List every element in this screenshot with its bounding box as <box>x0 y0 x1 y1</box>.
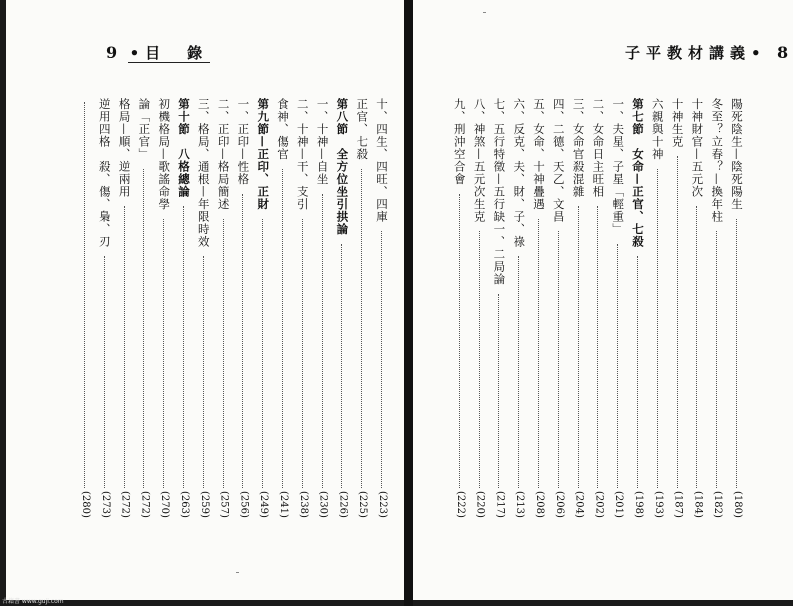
toc-entry-title: 初機格局—歌謠命學 <box>157 98 172 211</box>
toc-leader-dots <box>302 219 303 489</box>
toc-leader-dots <box>677 156 678 488</box>
toc-entry-title: 第九節—正印、正財 <box>256 98 271 211</box>
toc-entry-title: 四、二德、天乙、文昌 <box>551 98 566 223</box>
toc-entry <box>670 98 686 518</box>
toc-leader-dots <box>361 169 362 489</box>
toc-entry <box>334 98 350 518</box>
toc-leader-dots <box>617 244 618 489</box>
toc-entry-title: 三、女命官殺混雜 <box>571 98 586 198</box>
toc-entry-title: 十神財官—五元次 <box>690 98 705 198</box>
toc-entry <box>531 98 547 518</box>
toc-entry <box>571 98 587 518</box>
toc-entry-page: (223) <box>377 491 388 518</box>
right-page-number: 8 <box>777 43 789 62</box>
toc-entry <box>295 98 311 518</box>
toc-entry-title: 論「正官」 <box>137 98 152 161</box>
toc-entry-page: (273) <box>99 491 111 518</box>
toc-entry-page: (256) <box>238 491 250 518</box>
toc-leader-dots <box>696 206 697 488</box>
toc-entry-page: (238) <box>297 491 309 518</box>
toc-entry <box>315 98 331 518</box>
toc-entry-page: (270) <box>159 491 171 518</box>
toc-entry-page: (226) <box>337 491 349 518</box>
toc-entry <box>551 98 567 518</box>
toc-entry-page: (204) <box>573 491 585 518</box>
toc-entry-page: (222) <box>454 491 466 518</box>
toc-entry <box>117 98 133 518</box>
toc-leader-dots <box>183 206 184 488</box>
toc-leader-dots <box>143 169 144 489</box>
toc-entry-page: (180) <box>732 491 743 518</box>
toc-entry-title: 逆用四格 殺、傷、梟、刃 <box>97 98 112 248</box>
toc-entry <box>97 98 113 518</box>
toc-leader-dots <box>322 194 323 489</box>
toc-entry-page: (263) <box>179 491 190 518</box>
toc-entry-title: 第七節 女命—正官、七殺 <box>631 98 645 248</box>
left-page-section-label: •目 錄 <box>129 44 209 62</box>
toc-entry-page: (201) <box>613 491 625 518</box>
toc-leader-dots <box>459 194 460 489</box>
toc-entry-title: 六親與十神 <box>650 98 665 161</box>
toc-entry-page: (184) <box>692 491 704 518</box>
toc-entry-title: 五、女命、十神疊遇 <box>532 98 546 211</box>
toc-entry-page: (220) <box>474 491 486 518</box>
toc-entry-page: (208) <box>534 491 545 518</box>
toc-entry <box>630 98 646 518</box>
toc-entry <box>452 98 468 518</box>
toc-entry <box>472 98 488 518</box>
toc-entry <box>255 98 271 518</box>
toc-entry-page: (193) <box>652 491 664 518</box>
toc-entry <box>216 98 232 518</box>
toc-entry-page: (272) <box>139 491 151 518</box>
toc-entry-title: 陽死陰生—陰死陽生 <box>730 98 744 211</box>
toc-entry-title: 格局—順、逆兩用 <box>117 98 132 198</box>
toc-leader-dots <box>657 169 658 489</box>
toc-entry <box>689 98 705 518</box>
toc-entry <box>491 98 507 518</box>
toc-entry <box>511 98 527 518</box>
toc-entry-title: 二、十神—干、支引 <box>295 98 310 211</box>
toc-entry <box>729 98 745 518</box>
toc-entry-page: (259) <box>198 491 210 518</box>
toc-entry-title: 二、正印—格局簡述 <box>216 98 231 211</box>
left-page-number: 9 <box>106 43 118 62</box>
toc-entry-page: (225) <box>357 491 369 518</box>
toc-entry-title: 一、正印—性格 <box>236 98 251 186</box>
toc-leader-dots <box>262 219 263 489</box>
scan-watermark: 古籍書 www.guji.com <box>2 598 64 605</box>
toc-entry-title: 七、五行特徵—五行缺一、二局論 <box>492 98 507 286</box>
toc-entry-title: 八、神煞—五元次生克 <box>472 98 487 223</box>
toc-entry <box>275 98 291 518</box>
toc-leader-dots <box>104 256 105 488</box>
toc-leader-dots <box>381 231 382 488</box>
toc-entry-title: 第十節 八格總論 <box>177 98 191 198</box>
scan-speck <box>483 12 486 13</box>
toc-entry <box>650 98 666 518</box>
toc-entry-page: (187) <box>672 491 684 518</box>
right-page-title: 子平教材講義• <box>625 44 767 62</box>
toc-entry-page: (272) <box>119 491 131 518</box>
toc-leader-dots <box>597 206 598 488</box>
toc-leader-dots <box>203 256 204 488</box>
toc-leader-dots <box>736 219 737 489</box>
toc-leader-dots <box>498 294 499 489</box>
toc-entry <box>590 98 606 518</box>
toc-entry-title: 三、格局、通根—年限時效 <box>196 98 211 248</box>
toc-leader-dots <box>124 206 125 488</box>
toc-leader-dots <box>558 231 559 488</box>
toc-entry-title: 九、刑沖空合會 <box>452 98 467 186</box>
toc-leader-dots <box>341 244 342 489</box>
toc-entry-title: 二、女命日主旺相 <box>591 98 606 198</box>
toc-entry-title: 正官、七殺 <box>355 98 370 161</box>
toc-entry-page: (230) <box>317 491 329 518</box>
toc-entry-title: 六、反克、夫、財、子、祿 <box>512 98 527 248</box>
toc-leader-dots <box>479 231 480 488</box>
book-gutter <box>404 0 413 606</box>
toc-entry-page: (241) <box>278 491 289 518</box>
toc-leader-dots <box>637 256 638 488</box>
toc-entry <box>610 98 626 518</box>
toc-entry-page: (213) <box>514 491 526 518</box>
toc-entry-page: (202) <box>593 491 605 518</box>
right-page-header <box>625 42 788 63</box>
toc-entry-page: (217) <box>494 491 506 518</box>
toc-entry-title: 食神、傷官 <box>276 98 290 161</box>
toc-leader-dots <box>538 219 539 489</box>
toc-entry-title: 十神生克 <box>670 98 685 148</box>
left-page-header <box>106 42 210 63</box>
toc-entry <box>136 98 152 518</box>
toc-entry <box>176 98 192 518</box>
toc-entry-page: (198) <box>633 491 644 518</box>
toc-entry-title: 冬至？立春？—換年柱 <box>710 98 725 223</box>
toc-leader-dots <box>578 206 579 488</box>
toc-leader-dots <box>716 231 717 488</box>
toc-entry-title: 一、夫星、子星「輕重」 <box>611 98 626 236</box>
toc-entry-page: (280) <box>80 491 91 518</box>
toc-leader-dots <box>223 219 224 489</box>
toc-entry-page: (182) <box>712 491 724 518</box>
toc-entry-title: 一、十神—自坐 <box>315 98 330 186</box>
toc-entry <box>374 98 390 518</box>
toc-entry <box>196 98 212 518</box>
toc-entry-page: (206) <box>553 491 565 518</box>
toc-entry <box>77 98 93 518</box>
toc-entry <box>709 98 725 518</box>
toc-leader-dots <box>242 194 243 489</box>
scan-speck <box>236 572 239 573</box>
toc-entry-page: (257) <box>218 491 230 518</box>
toc-leader-dots <box>163 219 164 489</box>
toc-leader-dots <box>518 256 519 488</box>
toc-entry-title: 第八節 全方位坐引拱論 <box>335 98 350 236</box>
toc-entry <box>156 98 172 518</box>
toc-entry-title: 十、四生、四旺、四庫 <box>375 98 389 223</box>
toc-entry-page: (249) <box>258 491 270 518</box>
toc-entry <box>235 98 251 518</box>
toc-entry <box>354 98 370 518</box>
left-page <box>6 0 404 600</box>
toc-leader-dots <box>84 102 85 488</box>
toc-leader-dots <box>282 169 283 489</box>
right-page <box>413 0 793 600</box>
